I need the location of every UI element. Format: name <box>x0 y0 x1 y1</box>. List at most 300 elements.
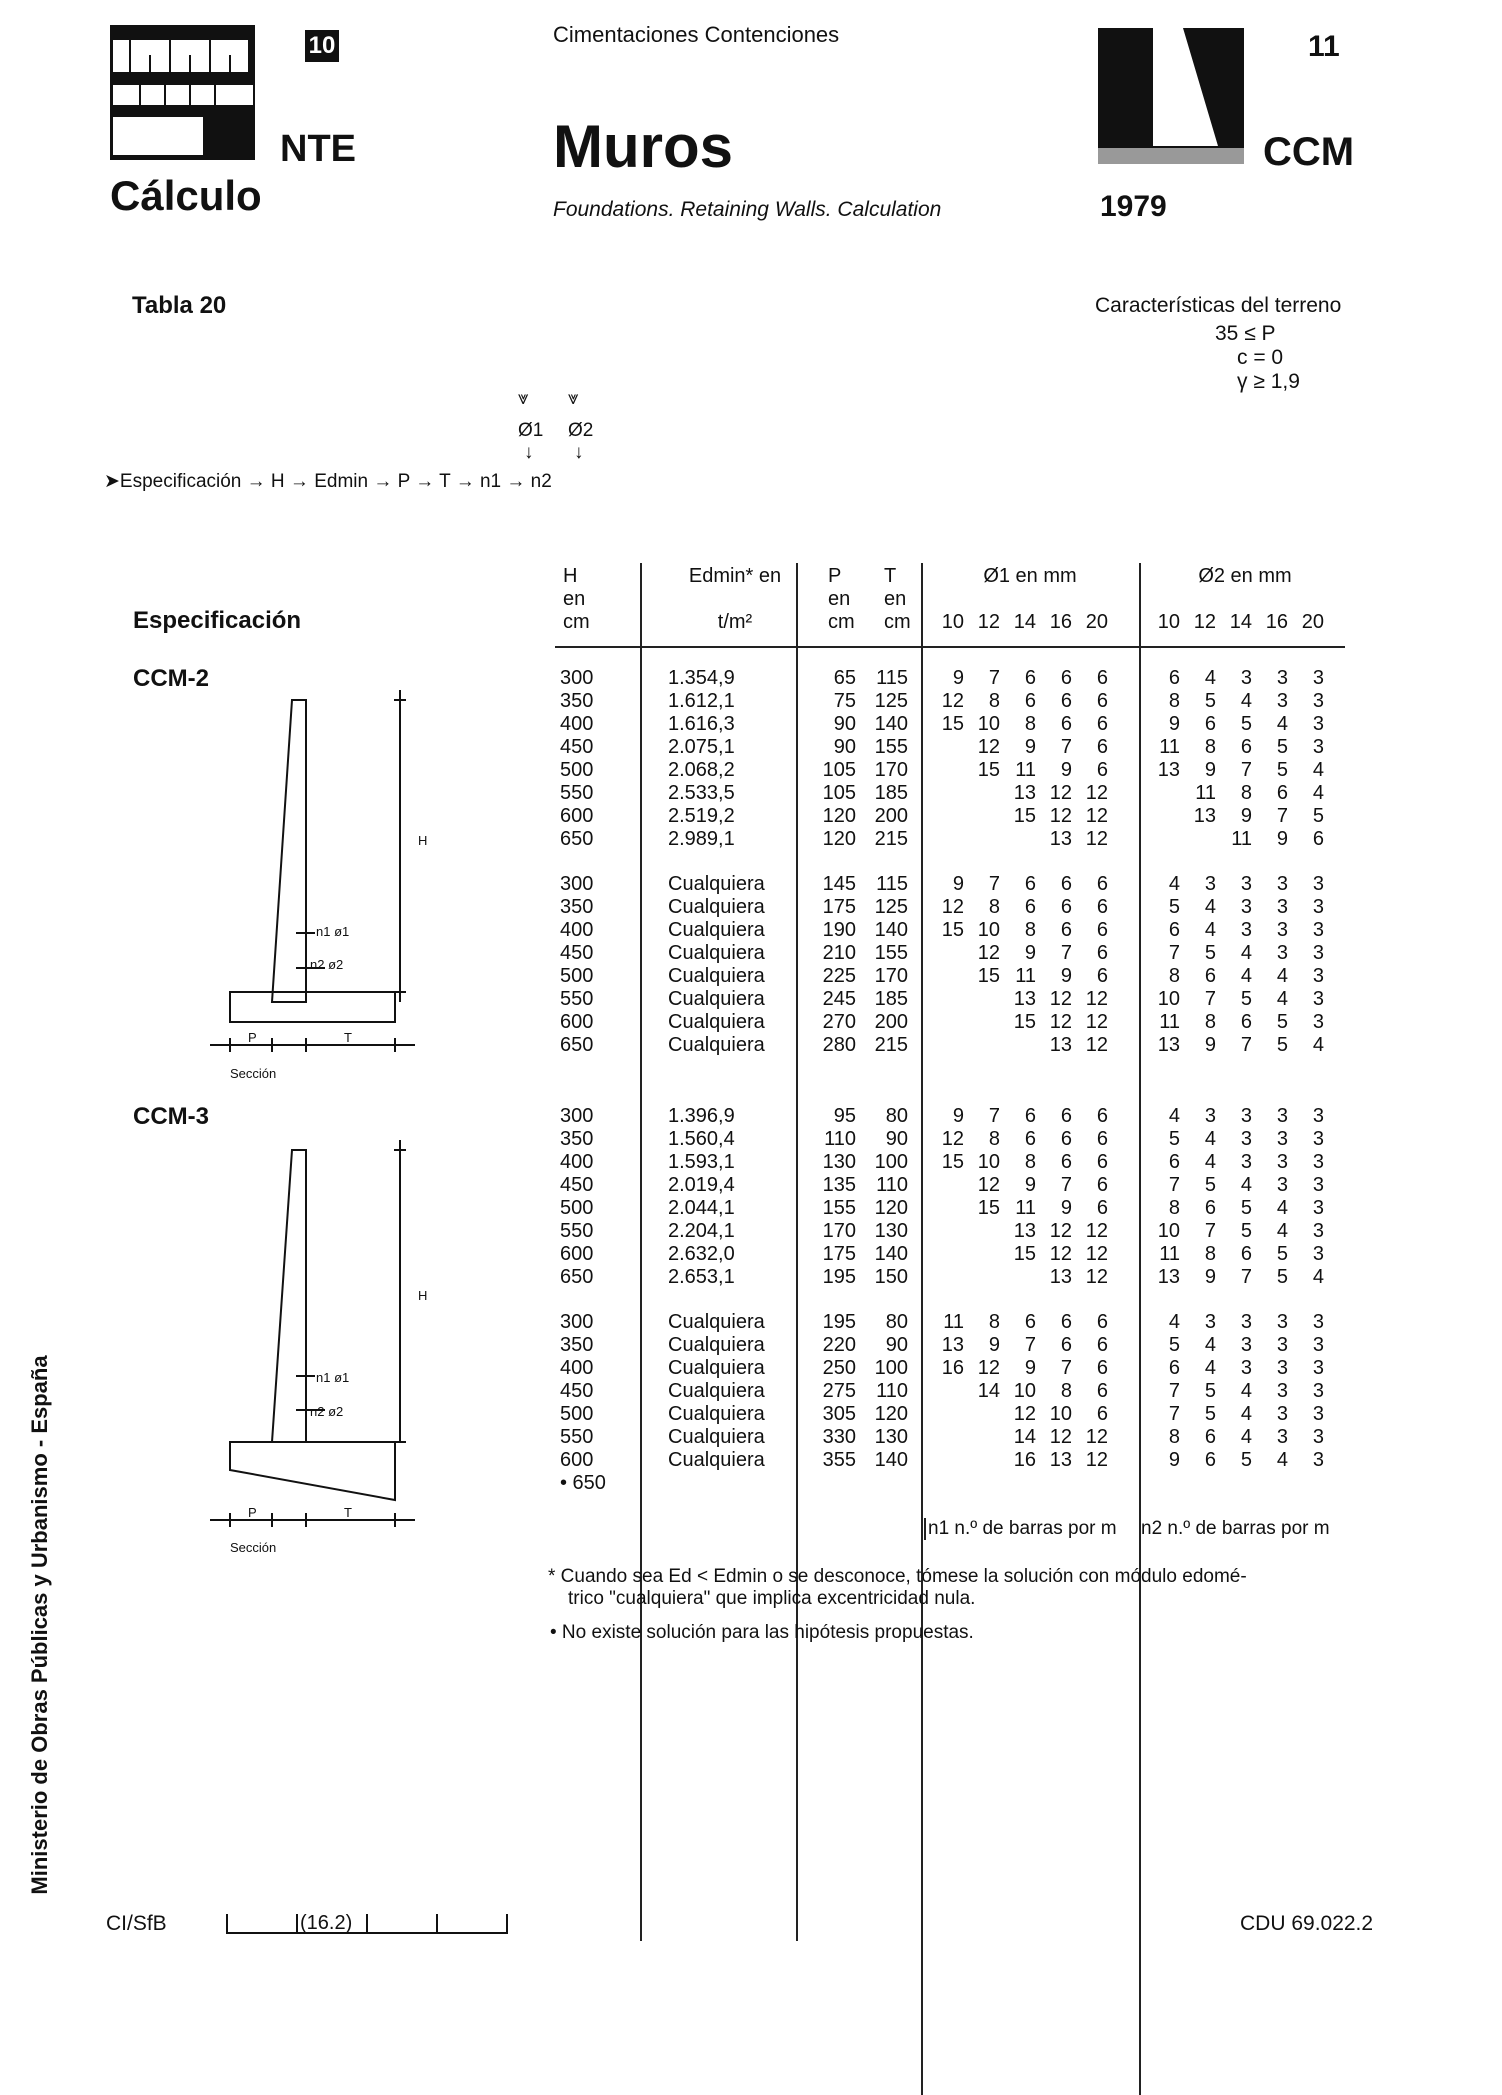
cell-n2: 6 <box>1168 667 1180 689</box>
cell-n1: 15 <box>941 713 964 735</box>
cell-n1: 7 <box>1060 1174 1072 1196</box>
cell-n2: 5 <box>1240 713 1252 735</box>
cell-n2: 4 <box>1276 1449 1288 1471</box>
cell-n2: 9 <box>1204 759 1216 781</box>
cell-h: 550 <box>560 988 594 1010</box>
cell-t: 200 <box>874 1011 908 1033</box>
cell-t: 130 <box>874 1220 908 1242</box>
cell-p: 190 <box>822 919 856 941</box>
cell-n2: 9 <box>1240 805 1252 827</box>
cell-n2: 5 <box>1312 805 1324 827</box>
cell-n2: 5 <box>1168 1128 1180 1150</box>
cell-h: 350 <box>560 896 594 918</box>
cell-n2: 5 <box>1240 988 1252 1010</box>
cell-n1: 14 <box>1013 1426 1036 1448</box>
cell-edmin: Cualquiera <box>668 1357 765 1379</box>
cell-n2: 5 <box>1240 1220 1252 1242</box>
cell-n2: 13 <box>1157 759 1180 781</box>
cell-p: 90 <box>833 736 856 758</box>
cell-h: • 650 <box>560 1472 606 1494</box>
cell-n2: 3 <box>1240 873 1252 895</box>
cell-n1: 15 <box>1013 1243 1036 1265</box>
cell-t: 100 <box>874 1357 908 1379</box>
cell-n2: 5 <box>1276 759 1288 781</box>
cell-n1: 6 <box>1060 690 1072 712</box>
cell-p: 170 <box>822 1220 856 1242</box>
cell-n1: 6 <box>1060 919 1072 941</box>
cell-n2: 3 <box>1240 1311 1252 1333</box>
cell-p: 225 <box>822 965 856 987</box>
cell-n2: 5 <box>1240 1449 1252 1471</box>
cell-n2: 6 <box>1204 1449 1216 1471</box>
cell-n1: 8 <box>988 896 1000 918</box>
cell-n1: 6 <box>1096 1151 1108 1173</box>
cell-n2: 3 <box>1312 1151 1324 1173</box>
cell-h: 450 <box>560 1380 594 1402</box>
cell-p: 120 <box>822 828 856 850</box>
cell-n2: 4 <box>1204 1151 1216 1173</box>
cell-n2: 8 <box>1240 782 1252 804</box>
cell-n1: 13 <box>941 1334 964 1356</box>
header-spec: Especificación <box>133 607 302 634</box>
flow-sym1: Ø1 <box>518 420 544 441</box>
cell-n2: 6 <box>1240 1243 1252 1265</box>
cell-n2: 8 <box>1168 690 1180 712</box>
cell-n2: 3 <box>1312 1380 1324 1402</box>
cell-h: 400 <box>560 919 594 941</box>
cell-n1: 12 <box>1049 1426 1072 1448</box>
n2-note: n2 n.º de barras por m <box>1141 1518 1330 1539</box>
cell-n1: 10 <box>977 713 1000 735</box>
cell-edmin: 2.204,1 <box>668 1220 735 1242</box>
cell-n2: 6 <box>1276 782 1288 804</box>
cell-t: 100 <box>874 1151 908 1173</box>
cell-edmin: 1.396,9 <box>668 1105 735 1127</box>
cell-n2: 5 <box>1276 1266 1288 1288</box>
cell-n1: 7 <box>1060 942 1072 964</box>
cell-t: 90 <box>885 1128 908 1150</box>
cell-n2: 3 <box>1240 1105 1252 1127</box>
cell-n2: 7 <box>1168 1174 1180 1196</box>
cell-h: 450 <box>560 1174 594 1196</box>
cell-t: 120 <box>874 1403 908 1425</box>
cell-n1: 12 <box>1085 782 1108 804</box>
cell-n2: 3 <box>1276 873 1288 895</box>
cell-h: 600 <box>560 1243 594 1265</box>
cell-n2: 3 <box>1312 690 1324 712</box>
table-header: Especificación H en cm Edmin* en t/m² P en cm T en cm Ø1 en mm Ø2 en mm 10 12 14 16 20 10 12 14 16 20 <box>0 565 1502 645</box>
cell-n2: 4 <box>1312 1266 1324 1288</box>
cell-p: 210 <box>822 942 856 964</box>
cell-h: 400 <box>560 1357 594 1379</box>
cell-n2: 11 <box>1159 736 1180 758</box>
cell-n2: 5 <box>1204 1380 1216 1402</box>
cell-h: 300 <box>560 873 594 895</box>
cell-n2: 3 <box>1240 667 1252 689</box>
cell-n1: 13 <box>1013 782 1036 804</box>
cell-n2: 3 <box>1276 690 1288 712</box>
cell-p: 105 <box>822 782 856 804</box>
n2-label: n2 ø2 <box>310 957 344 972</box>
cell-n2: 3 <box>1240 1151 1252 1173</box>
cell-p: 305 <box>822 1403 856 1425</box>
cell-n2: 11 <box>1231 828 1252 850</box>
cell-n2: 6 <box>1240 1011 1252 1033</box>
cell-edmin: 2.068,2 <box>668 759 735 781</box>
cisfb-label: CI/SfB <box>106 1912 167 1935</box>
cell-n1: 6 <box>1096 690 1108 712</box>
cell-edmin: 1.593,1 <box>668 1151 735 1173</box>
cell-n1: 15 <box>977 1197 1000 1219</box>
cell-n1: 6 <box>1060 873 1072 895</box>
cell-t: 140 <box>874 1449 908 1471</box>
cell-t: 115 <box>876 667 908 689</box>
cell-h: 600 <box>560 805 594 827</box>
cell-n2: 3 <box>1276 1334 1288 1356</box>
cell-h: 400 <box>560 713 594 735</box>
cell-n1: 12 <box>1049 805 1072 827</box>
cell-t: 115 <box>876 873 908 895</box>
cell-t: 125 <box>874 896 908 918</box>
cell-n1: 6 <box>1096 667 1108 689</box>
cell-n2: 3 <box>1276 1128 1288 1150</box>
cell-p: 135 <box>822 1174 856 1196</box>
cell-n1: 12 <box>941 1128 964 1150</box>
cell-n2: 3 <box>1276 942 1288 964</box>
cell-n2: 10 <box>1157 1220 1180 1242</box>
cell-n1: 12 <box>1085 1449 1108 1471</box>
cell-p: 355 <box>822 1449 856 1471</box>
cell-n2: 3 <box>1312 1311 1324 1333</box>
cell-h: 500 <box>560 965 594 987</box>
cell-n1: 9 <box>952 873 964 895</box>
cell-n1: 12 <box>1085 805 1108 827</box>
cell-n2: 4 <box>1204 1128 1216 1150</box>
classification-divider <box>226 1914 228 1932</box>
cell-n1: 12 <box>1085 1243 1108 1265</box>
section-caption: Sección <box>230 1066 277 1081</box>
cell-n2: 4 <box>1276 1197 1288 1219</box>
header-d1: Ø1 en mm <box>983 565 1077 587</box>
cell-n2: 7 <box>1240 759 1252 781</box>
cell-n1: 13 <box>1049 1449 1072 1471</box>
cell-edmin: Cualquiera <box>668 1011 765 1033</box>
cell-n2: 6 <box>1168 919 1180 941</box>
cell-n1: 6 <box>1096 1174 1108 1196</box>
cell-n1: 9 <box>1060 965 1072 987</box>
year: 1979 <box>1100 190 1167 223</box>
cell-n1: 12 <box>977 1174 1000 1196</box>
cell-p: 155 <box>822 1197 856 1219</box>
cell-n1: 12 <box>1085 1426 1108 1448</box>
cell-n2: 8 <box>1204 1011 1216 1033</box>
cell-edmin: Cualquiera <box>668 1403 765 1425</box>
cell-t: 215 <box>874 1034 908 1056</box>
cell-n2: 3 <box>1276 919 1288 941</box>
cell-n2: 4 <box>1240 942 1252 964</box>
cell-h: 550 <box>560 1426 594 1448</box>
cell-edmin: 1.560,4 <box>668 1128 735 1150</box>
cell-n1: 6 <box>1096 1357 1108 1379</box>
cdu-label: CDU 69.022.2 <box>1240 1912 1374 1935</box>
classification-value: (16.2) <box>300 1912 353 1934</box>
cell-h: 650 <box>560 1034 594 1056</box>
cell-n2: 3 <box>1312 1357 1324 1379</box>
cell-n2: 7 <box>1240 1266 1252 1288</box>
footnote-asterisk: * Cuando sea Ed < Edmin o se desconoce, tómese la solución con módulo edomé- trico "cualquiera" que implica excentricidad nula. <box>548 1566 1247 1609</box>
cell-n1: 11 <box>1015 759 1036 781</box>
cell-p: 75 <box>833 690 856 712</box>
cell-n1: 15 <box>1013 805 1036 827</box>
cell-p: 270 <box>822 1011 856 1033</box>
cell-n1: 7 <box>988 873 1000 895</box>
cell-edmin: 2.989,1 <box>668 828 735 850</box>
cell-n1: 6 <box>1060 1151 1072 1173</box>
header-h: H en cm <box>563 565 590 633</box>
cell-edmin: Cualquiera <box>668 1034 765 1056</box>
cell-n1: 12 <box>941 690 964 712</box>
cell-t: 120 <box>874 1197 908 1219</box>
cell-p: 145 <box>822 873 856 895</box>
cell-p: 330 <box>822 1426 856 1448</box>
cell-n2: 6 <box>1204 965 1216 987</box>
cell-n2: 3 <box>1276 896 1288 918</box>
cell-n1: 16 <box>1013 1449 1036 1471</box>
cell-n1: 9 <box>1060 1197 1072 1219</box>
classification-divider <box>436 1914 438 1932</box>
cell-n2: 4 <box>1276 988 1288 1010</box>
cell-n1: 6 <box>1024 1105 1036 1127</box>
dim-h-label: H <box>418 833 428 848</box>
cell-edmin: Cualquiera <box>668 873 765 895</box>
cell-n1: 6 <box>1024 690 1036 712</box>
cell-edmin: Cualquiera <box>668 1426 765 1448</box>
cell-n2: 7 <box>1168 1403 1180 1425</box>
cell-n1: 6 <box>1096 1105 1108 1127</box>
terrain-line: c = 0 <box>1237 346 1284 369</box>
cell-n2: 4 <box>1240 965 1252 987</box>
n2-label: n2 ø2 <box>310 1404 344 1419</box>
cell-n2: 6 <box>1168 1151 1180 1173</box>
cell-n1: 12 <box>1085 1266 1108 1288</box>
cell-n2: 5 <box>1276 1011 1288 1033</box>
cell-n1: 9 <box>1024 736 1036 758</box>
cell-n2: 3 <box>1312 1220 1324 1242</box>
subtitle: Foundations. Retaining Walls. Calculation <box>553 198 942 221</box>
cell-n2: 3 <box>1312 965 1324 987</box>
cell-n2: 5 <box>1168 896 1180 918</box>
cell-n2: 3 <box>1276 1380 1288 1402</box>
cell-n1: 6 <box>1096 873 1108 895</box>
flow-sym2: Ø2 <box>568 420 594 441</box>
cell-n1: 6 <box>1024 1311 1036 1333</box>
cell-h: 550 <box>560 782 594 804</box>
cell-n2: 3 <box>1240 1334 1252 1356</box>
cell-n2: 4 <box>1168 1311 1180 1333</box>
cell-n2: 3 <box>1312 1174 1324 1196</box>
cell-n2: 11 <box>1159 1011 1180 1033</box>
cell-n2: 3 <box>1312 1334 1324 1356</box>
cell-h: 400 <box>560 1151 594 1173</box>
down-arrow-icon: ⩔ <box>518 388 529 409</box>
cell-p: 110 <box>824 1128 856 1150</box>
cell-n1: 13 <box>1049 1034 1072 1056</box>
cell-n1: 12 <box>1085 1011 1108 1033</box>
cell-n1: 6 <box>1060 896 1072 918</box>
cell-n1: 9 <box>952 667 964 689</box>
cell-n1: 6 <box>1024 1128 1036 1150</box>
cell-h: 450 <box>560 942 594 964</box>
cell-p: 95 <box>833 1105 856 1127</box>
header-edmin: Edmin* en t/m² <box>688 565 782 633</box>
cell-n2: 6 <box>1240 736 1252 758</box>
cell-n2: 5 <box>1240 1197 1252 1219</box>
cell-n2: 8 <box>1204 1243 1216 1265</box>
cell-n1: 6 <box>1096 1380 1108 1402</box>
cell-n2: 8 <box>1168 1197 1180 1219</box>
cell-n2: 5 <box>1204 690 1216 712</box>
cell-n1: 12 <box>1085 988 1108 1010</box>
cell-n2: 4 <box>1168 1105 1180 1127</box>
cell-n2: 3 <box>1276 1403 1288 1425</box>
cell-n2: 4 <box>1204 1334 1216 1356</box>
cell-h: 550 <box>560 1220 594 1242</box>
cell-edmin: 2.519,2 <box>668 805 735 827</box>
cell-n2: 3 <box>1312 896 1324 918</box>
cell-n2: 3 <box>1312 1426 1324 1448</box>
cell-p: 130 <box>822 1151 856 1173</box>
cell-n1: 7 <box>988 1105 1000 1127</box>
cell-t: 155 <box>874 736 908 758</box>
cell-n1: 6 <box>1096 896 1108 918</box>
sidebar-ministry: Ministerio de Obras Públicas y Urbanismo - España <box>27 1355 52 1895</box>
cell-n2: 5 <box>1276 1243 1288 1265</box>
cell-n2: 3 <box>1240 919 1252 941</box>
cell-n2: 3 <box>1276 1357 1288 1379</box>
cell-n2: 4 <box>1204 1357 1216 1379</box>
cell-p: 220 <box>822 1334 856 1356</box>
cell-n1: 6 <box>1060 1311 1072 1333</box>
cell-edmin: 2.533,5 <box>668 782 735 804</box>
cell-n1: 8 <box>988 690 1000 712</box>
classification-divider <box>296 1914 298 1932</box>
cell-n2: 4 <box>1312 782 1324 804</box>
cell-n1: 7 <box>1060 1357 1072 1379</box>
cell-edmin: Cualquiera <box>668 1334 765 1356</box>
cell-n2: 5 <box>1204 942 1216 964</box>
cell-n2: 3 <box>1312 1243 1324 1265</box>
cell-n1: 6 <box>1096 942 1108 964</box>
cell-n2: 3 <box>1204 1311 1216 1333</box>
cell-n2: 7 <box>1204 1220 1216 1242</box>
cell-n2: 9 <box>1168 713 1180 735</box>
page-title: Muros <box>553 113 733 180</box>
cell-n2: 8 <box>1204 736 1216 758</box>
cell-n2: 4 <box>1276 965 1288 987</box>
cell-n1: 8 <box>1024 1151 1036 1173</box>
down-arrow-icon: ⩔ <box>568 388 579 409</box>
header-t: T en cm <box>884 565 911 633</box>
cell-n1: 8 <box>988 1311 1000 1333</box>
cell-t: 215 <box>874 828 908 850</box>
flow-sequence: ➤Especificación → H → Edmin → P → T → n1 → n2 <box>104 471 552 492</box>
cell-n1: 12 <box>977 942 1000 964</box>
cell-n2: 5 <box>1204 1174 1216 1196</box>
cell-n1: 9 <box>1024 1357 1036 1379</box>
cell-n2: 7 <box>1276 805 1288 827</box>
spec-label: CCM-2 <box>133 665 209 692</box>
cell-h: 600 <box>560 1449 594 1471</box>
cell-t: 150 <box>874 1266 908 1288</box>
cell-n2: 7 <box>1240 1034 1252 1056</box>
cell-n2: 4 <box>1240 1174 1252 1196</box>
table-row <box>0 1105 1502 1128</box>
cell-n2: 3 <box>1312 1197 1324 1219</box>
nte-label: NTE <box>280 128 356 170</box>
cell-h: 350 <box>560 1128 594 1150</box>
cell-n2: 8 <box>1168 1426 1180 1448</box>
cell-n1: 6 <box>1060 1105 1072 1127</box>
cell-n1: 13 <box>1013 988 1036 1010</box>
cell-n1: 6 <box>1096 965 1108 987</box>
cell-n2: 4 <box>1204 667 1216 689</box>
cell-n2: 4 <box>1240 1426 1252 1448</box>
cell-h: 650 <box>560 828 594 850</box>
cell-n1: 11 <box>943 1311 964 1333</box>
cell-n1: 6 <box>1060 1334 1072 1356</box>
dim-h-label: H <box>418 1288 428 1303</box>
cell-n2: 13 <box>1157 1034 1180 1056</box>
cell-n1: 15 <box>1013 1011 1036 1033</box>
classification-divider <box>506 1914 508 1932</box>
cell-edmin: 1.612,1 <box>668 690 735 712</box>
cell-n1: 6 <box>1060 713 1072 735</box>
cell-n1: 13 <box>1049 1266 1072 1288</box>
cell-edmin: 2.019,4 <box>668 1174 735 1196</box>
cell-edmin: Cualquiera <box>668 942 765 964</box>
cell-p: 65 <box>833 667 856 689</box>
section-diagram-ccm2 <box>200 680 430 1090</box>
cell-h: 650 <box>560 1266 594 1288</box>
cell-t: 140 <box>874 919 908 941</box>
cell-edmin: Cualquiera <box>668 1449 765 1471</box>
cell-n2: 9 <box>1168 1449 1180 1471</box>
cell-n1: 6 <box>1096 1334 1108 1356</box>
cell-n1: 10 <box>977 919 1000 941</box>
cell-n1: 12 <box>1049 782 1072 804</box>
cell-n1: 6 <box>1096 736 1108 758</box>
cell-edmin: 2.075,1 <box>668 736 735 758</box>
cell-t: 170 <box>874 965 908 987</box>
cell-n1: 13 <box>1049 828 1072 850</box>
cell-p: 195 <box>822 1266 856 1288</box>
cell-n1: 8 <box>988 1128 1000 1150</box>
dim-t-label: T <box>344 1505 352 1520</box>
cell-n2: 5 <box>1276 1034 1288 1056</box>
n1-note: n1 n.º de barras por m <box>924 1518 1117 1540</box>
cell-n1: 12 <box>977 736 1000 758</box>
section-title: Cálculo <box>110 172 262 219</box>
cell-edmin: Cualquiera <box>668 1380 765 1402</box>
cell-n1: 10 <box>1049 1403 1072 1425</box>
cell-edmin: Cualquiera <box>668 988 765 1010</box>
terrain-line: 35 ≤ P <box>1215 322 1276 345</box>
cell-n2: 3 <box>1204 1105 1216 1127</box>
cell-n2: 3 <box>1276 1311 1288 1333</box>
cell-n2: 4 <box>1168 873 1180 895</box>
cell-n1: 15 <box>977 759 1000 781</box>
cell-n1: 15 <box>941 919 964 941</box>
